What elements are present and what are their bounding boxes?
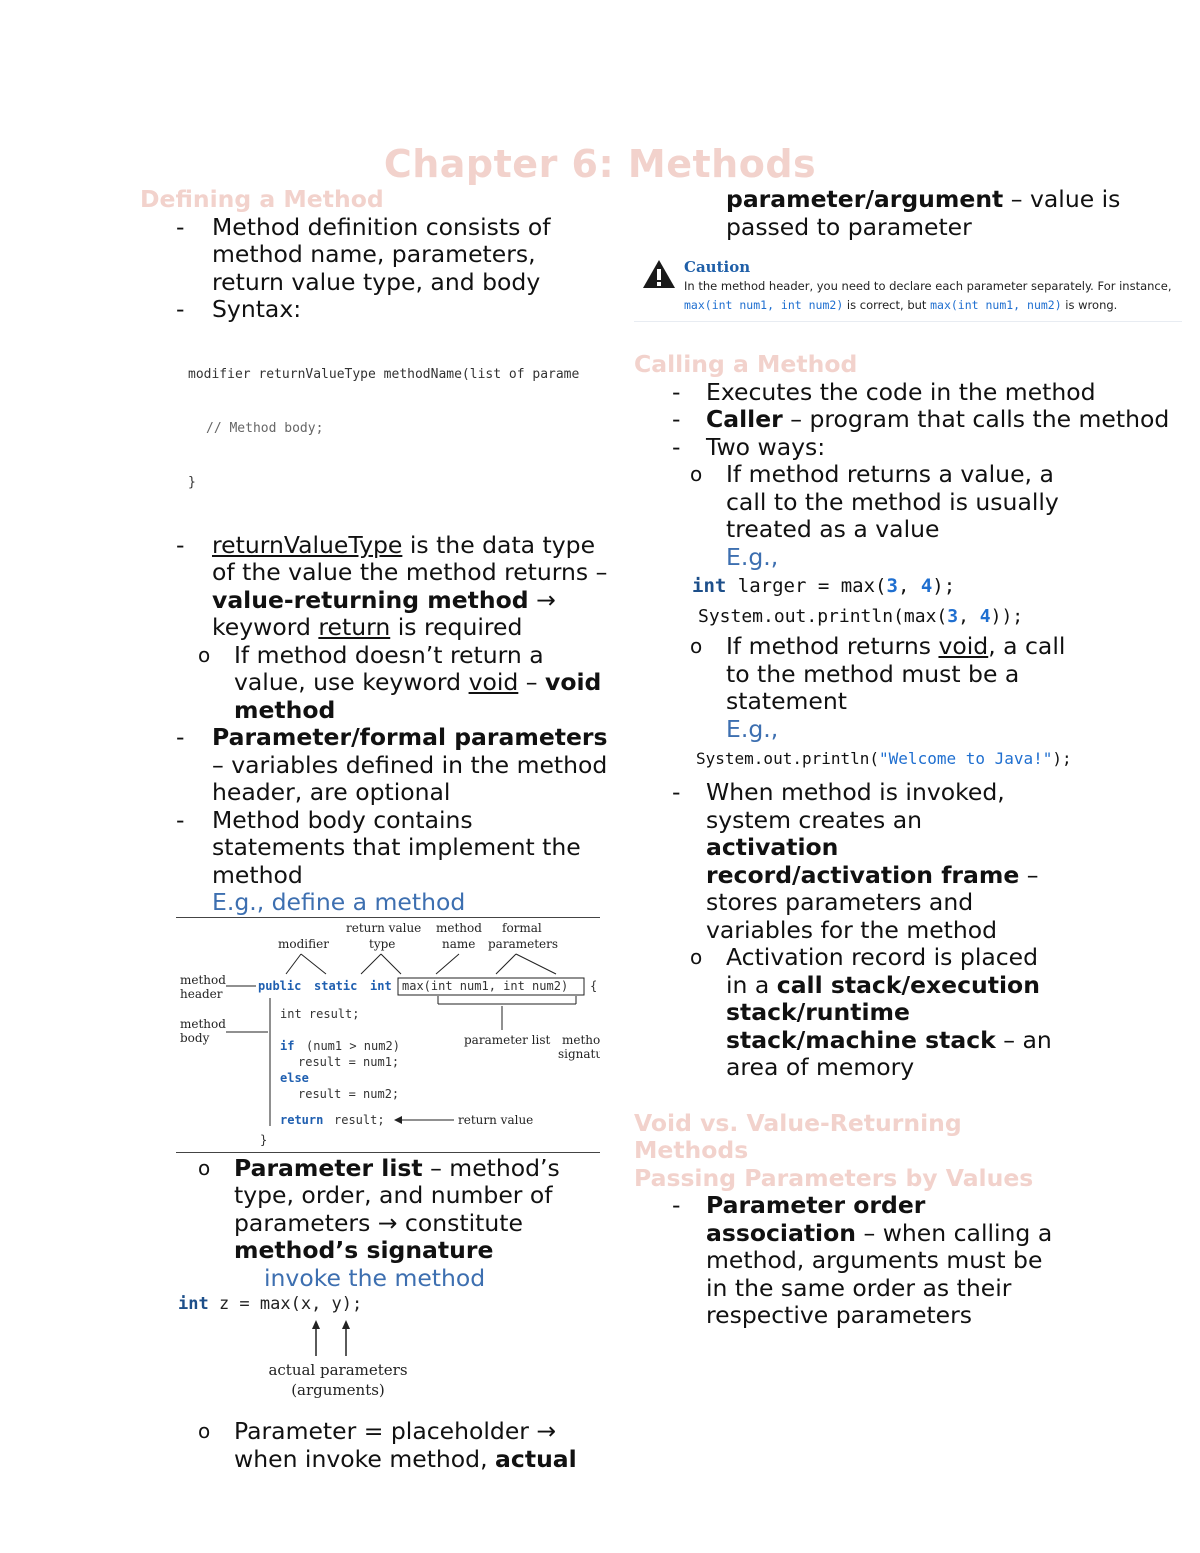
code-result-num1: result = num1;	[298, 1054, 400, 1069]
arrow-line	[361, 954, 381, 974]
left-column	[140, 186, 610, 1473]
code-signature: max(int num1, int num2)	[402, 978, 569, 993]
label-method-signature-1: metho	[562, 1032, 600, 1047]
code-static: static	[314, 978, 358, 993]
label-return-value: return value	[346, 920, 422, 935]
sub-list-item: o Parameter list – method’s type, order, and number of parameters → constitute method’s signature	[198, 1153, 560, 1264]
syntax-line: }	[188, 474, 196, 490]
arrowhead	[312, 1320, 320, 1329]
list-item: - returnValueType is the data type of the value the method returns – value-returning method → keyword return is required	[176, 530, 608, 641]
right-column	[634, 186, 1194, 1330]
syntax-line: // Method body;	[206, 420, 324, 436]
code-condition: (num1 > num2)	[306, 1038, 400, 1053]
dash-bullet: -	[176, 723, 185, 751]
arrow-line	[286, 954, 301, 974]
list-item: - Parameter/formal parameters – variables defined in the method header, are optional	[176, 723, 608, 806]
label-parameters: parameters	[488, 936, 559, 951]
caution-title: Caution	[684, 258, 751, 276]
list-item: - Method definition consists of method name, parameters, return value type, and body	[176, 212, 551, 296]
section-heading-defining: Defining a Method	[140, 185, 384, 213]
arrows-svg	[308, 1320, 508, 1360]
circle-bullet-icon: o	[198, 1419, 211, 1443]
warning-icon	[642, 259, 676, 289]
sub-list-item: o Activation record is placed in a call stack/execution stack/runtime stack/machine stack – an area of memory	[690, 943, 1052, 1081]
label-return-value: return value	[458, 1112, 534, 1127]
label-method-body-1: method	[180, 1016, 226, 1031]
sub-list-item: o If method returns a value, a call to the method is usually treated as a value	[690, 460, 1059, 543]
code-else: else	[280, 1070, 309, 1085]
code-brace: {	[590, 978, 598, 993]
arrow-line	[381, 954, 401, 974]
syntax-line: modifier returnValueType methodName(list of parame	[188, 366, 580, 382]
code-result-num2: result = num2;	[298, 1086, 400, 1101]
code-line: System.out.println("Welcome to Java!");	[696, 749, 1072, 768]
code-int: int	[370, 978, 392, 993]
arrow-line	[516, 954, 556, 974]
code-close-brace: }	[260, 1132, 268, 1147]
label-method-body-2: body	[180, 1030, 210, 1045]
dash-bullet: -	[672, 778, 681, 806]
label-parameter-list: parameter list	[464, 1032, 551, 1047]
example-label: invoke the method	[264, 1263, 486, 1292]
section-heading-passing: Passing Parameters by Values	[634, 1163, 1034, 1192]
sub-list-item: o If method returns void, a call to the method must be a statement	[690, 632, 1066, 715]
section-heading-calling: Calling a Method	[634, 350, 858, 378]
example-label: E.g.,	[726, 542, 779, 571]
section-heading-void: Void vs. Value-Returning Methods	[634, 1108, 962, 1164]
arrow-line	[436, 954, 459, 974]
dash-bullet: -	[672, 405, 681, 433]
code-int-result: int result;	[280, 1006, 360, 1021]
label-type: type	[369, 936, 396, 951]
sub-list-item: o If method doesn’t return a value, use keyword void – void method	[198, 640, 602, 724]
dash-bullet: -	[176, 530, 185, 559]
caution-divider	[634, 321, 1182, 322]
example-label: E.g., define a method	[212, 888, 466, 916]
label-modifier: modifier	[278, 936, 329, 951]
label-method-header-2: header	[180, 986, 223, 1001]
page-title: Chapter 6: Methods	[383, 142, 817, 186]
invoke-diagram	[178, 1292, 610, 1412]
list-item: - Method body contains statements that implement the method	[176, 805, 581, 889]
list-item: - Syntax:	[176, 295, 302, 323]
label-method-header-1: method	[180, 972, 226, 987]
dash-bullet: -	[672, 377, 681, 406]
circle-bullet-icon: o	[198, 642, 211, 667]
sub-list-item: o Parameter = placeholder → when invoke method, actual	[198, 1417, 577, 1473]
label-name: name	[442, 936, 476, 951]
arrowhead	[394, 1116, 402, 1124]
label-method: method	[436, 920, 482, 935]
list-item: - When method is invoked, system creates an activation record/activation frame – stores parameters and variables for the method	[672, 778, 1039, 944]
code-line: System.out.println(max(3, 4));	[698, 606, 1024, 627]
list-item: - Two ways:	[672, 432, 826, 461]
dash-bullet: -	[672, 432, 681, 461]
code-line: int larger = max(3, 4);	[692, 575, 956, 597]
dash-bullet: -	[176, 295, 185, 323]
continued-text: parameter/argument – value is passed to parameter	[726, 185, 1121, 241]
code-return: return	[280, 1112, 324, 1127]
code-if: if	[280, 1038, 295, 1053]
circle-bullet-icon: o	[690, 462, 703, 486]
circle-bullet-icon: o	[690, 634, 703, 658]
actual-params-label: actual parameters (arguments)	[268, 1361, 408, 1399]
method-definition-diagram	[176, 917, 600, 1153]
list-item: - Executes the code in the method	[672, 377, 1096, 406]
arrow-line	[496, 954, 516, 974]
caution-line1: In the method header, you need to declare each parameter separately. For instance,	[684, 279, 1172, 293]
label-formal: formal	[502, 920, 542, 935]
invoke-code: int z = max(x, y);	[178, 1294, 363, 1314]
list-item: - Parameter order association – when calling a method, arguments must be in the same order as their respective parameters	[672, 1191, 1053, 1329]
label-method-signature-2: signatu	[558, 1046, 600, 1061]
diagram-svg	[176, 918, 600, 1152]
dash-bullet: -	[176, 805, 185, 834]
dash-bullet: -	[176, 212, 185, 241]
syntax-code-block	[140, 330, 600, 528]
circle-bullet-icon: o	[690, 945, 703, 969]
caution-box	[634, 257, 1194, 341]
circle-bullet-icon: o	[198, 1155, 211, 1180]
caution-line2: max(int num1, int num2) is correct, but max(int num1, num2) is wrong.	[684, 298, 1118, 312]
code-result-return: result;	[334, 1112, 385, 1127]
code-public: public	[258, 978, 302, 993]
dash-bullet: -	[672, 1191, 681, 1219]
arrow-line	[301, 954, 326, 974]
example-label: E.g.,	[726, 714, 779, 743]
arrowhead	[342, 1320, 350, 1329]
list-item: - Caller – program that calls the method	[672, 405, 1170, 433]
